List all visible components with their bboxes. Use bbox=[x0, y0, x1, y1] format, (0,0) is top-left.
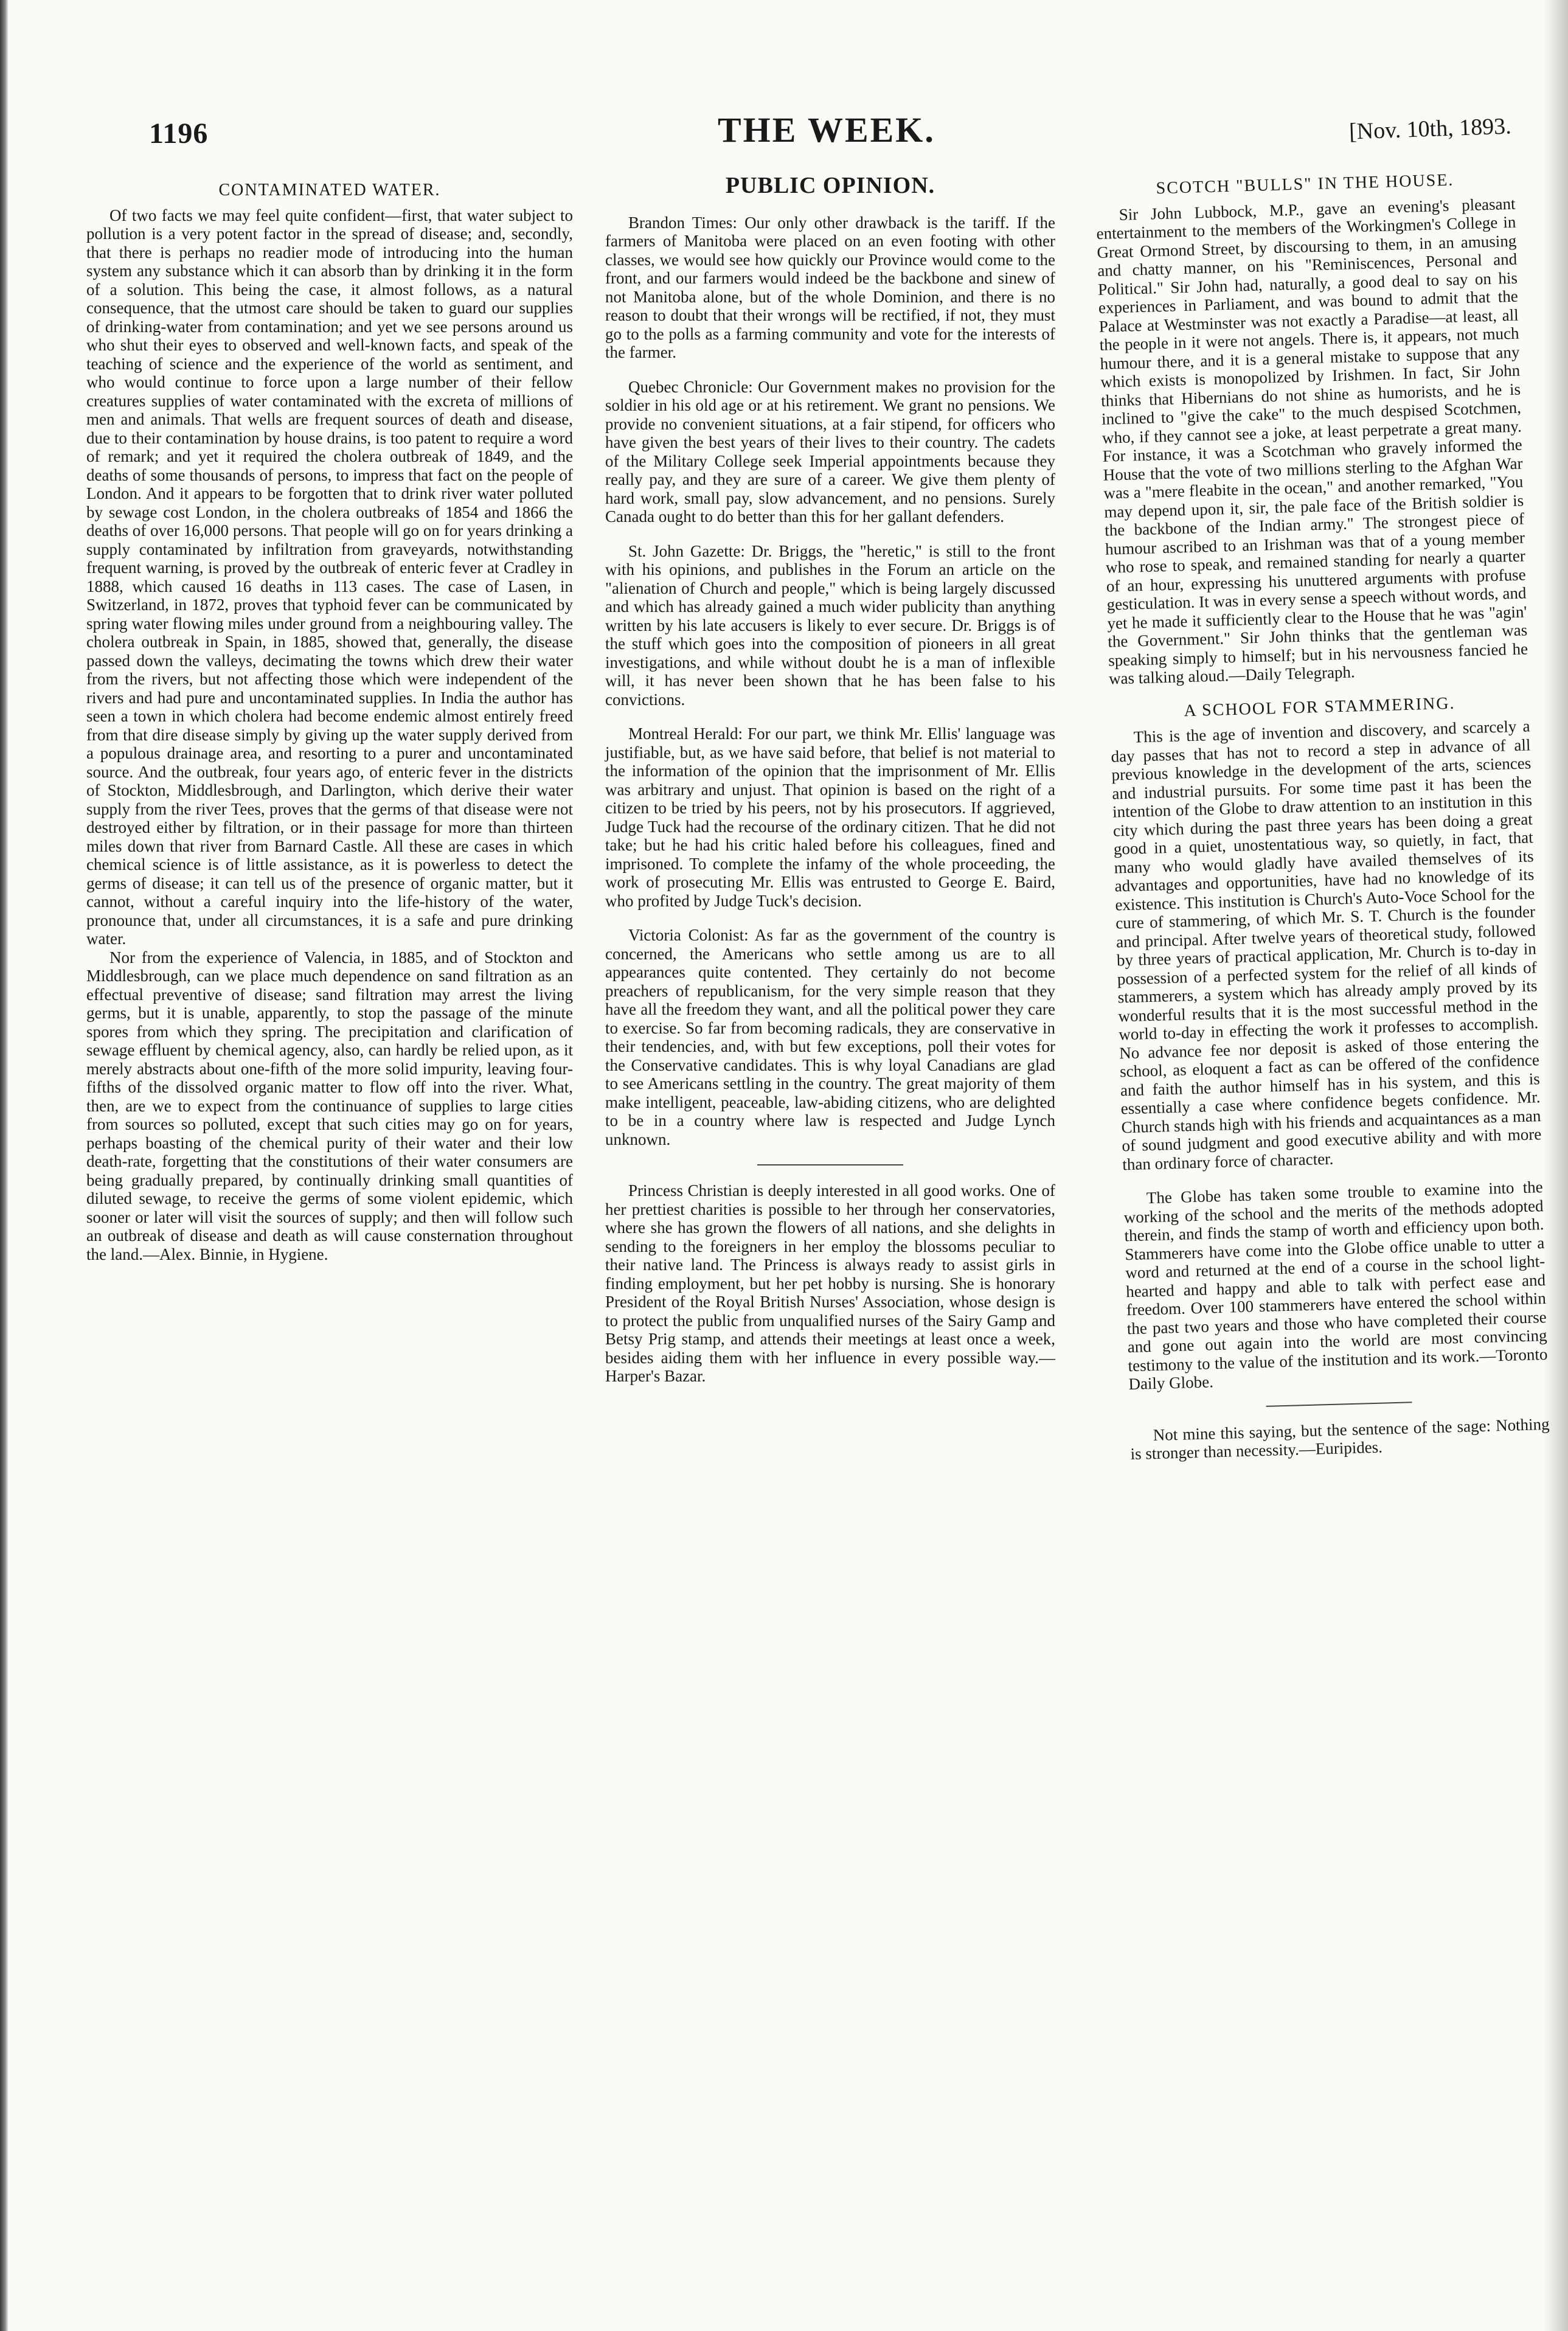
article-paragraph: Nor from the experience of Valencia, in 1885, and of Stockton and Middlesbrough, can we place much dependence on sand filtration as an effectual preventive of disease; sand filtration may arrest the living germs, but it is unable, apparently, to stop the passage of the minute spores from which they spring. The precipitation and clarification of sewage effluent by chemical agency, also, can hardly be relied upon, as it merely abstracts about one-fifth of the more solid impurity, leaving four-fifths of the dissolved organic matter to flow off into the river. What, then, are we to expect from the continuance of supplies to large cities from sources so polluted, except that such cities may go on for years, perhaps boasting of the chemical purity of their water and their low death-rate, forgetting that the constitutions of their water consumers are being gradually prepared, by continually drinking small quantities of diluted sewage, to receive the germs of some violent epidemic, which sooner or later will visit the sources of supply; and then will follow such an outbreak of disease and death as will cause consternation throughout the land.—Alex. Binnie, in Hygiene. bbox=[86, 948, 573, 1263]
issue-date: [Nov. 10th, 1893. bbox=[1348, 113, 1512, 145]
headline-public-opinion: PUBLIC OPINION. bbox=[725, 173, 935, 198]
article-paragraph: Quebec Chronicle: Our Government makes no provision for the soldier in his old age or at his retirement. We grant no pensions. We provide no convenient situations, at a fair stipend, for officers who have given the best years of their lives to their country. The cadets of the Military College seek Imperial appointments because they really pay, and they are sure of a career. We give them plenty of hard work, small pay, slow advancement, and no pensions. Surely Canada ought to do better than this for her gallant defenders. bbox=[605, 377, 1055, 526]
article-paragraph: The Globe has taken some trouble to examine into the working of the school and the merits of the methods adopted therein, and finds the stamp of worth and efficiency upon both. Stammerers have come into the Globe office unable to utter a word and returned at the end of a course in the school light-hearted and happy and able to talk with perfect ease and freedom. Over 100 stammerers have entered the school within the past two years and those who have completed their course and gone out again into the world are most convincing testimony to the value of the institution and its work.—Toronto Daily Globe. bbox=[1123, 1178, 1548, 1394]
article-paragraph: Princess Christian is deeply interested in all good works. One of her prettiest charities is possible to her through her conservatories, where she has grown the flowers of all nations, and she delights in sending to the foreigners in her employ the blossoms peculiar to their native land. The Princess is always ready to assist girls in finding employment, but her pet hobby is nursing. She is honorary President of the Royal British Nurses' Association, whose design is to protect the public from unqualified nurses of the Sairy Gamp and Betsy Prig stamp, and attends their meetings at least once a week, besides aiding them with her influence in every possible way.—Harper's Bazar. bbox=[605, 1181, 1055, 1385]
headline-scotch-bulls: SCOTCH "BULLS" IN THE HOUSE. bbox=[1156, 170, 1454, 198]
headline-contaminated-water: CONTAMINATED WATER. bbox=[218, 181, 441, 200]
column-public-opinion bbox=[605, 173, 1055, 1386]
column-contaminated-water bbox=[86, 176, 573, 1263]
closing-quote: Not mine this saying, but the sentence of the sage: Nothing is stronger than necessity.—Euripides. bbox=[1130, 1414, 1550, 1464]
page-number: 1196 bbox=[149, 117, 209, 150]
article-paragraph: This is the age of invention and discovery, and scarcely a day passes that has not to record a step in advance of all previous knowledge in the development of the arts, sciences and industrial pursuits. For some time past it has been the intention of the Globe to draw attention to an institution in this city which during the past three years has been doing a great good in a quiet, unostentatious way, so quietly, in fact, that many who would gladly have availed themselves of its advantages and opportunities, have had no knowledge of its existence. This institution is Church's Auto-Voce School for the cure of stammering, of which Mr. S. T. Church is the founder and principal. After twelve years of theoretical study, followed by three years of practical application, Mr. Church is to-day in possession of a perfected system for the relief of all kinds of stammerers, a system which has already amply proved by its wonderful results that it is the most successful method in the world to-day in effecting the work it professes to accomplish. No advance fee nor deposit is asked of those entering the school, as eloquent a fact as can be offered of the confidence and faith the author himself has in his system, and this is essentially a case where confidence begets confidence. Mr. Church stands high with his friends and acquaintances as a man of sound judgment and good executive ability and with more than ordinary force of character. bbox=[1111, 717, 1542, 1173]
column-scotch-bulls bbox=[1095, 165, 1550, 1464]
article-paragraph: St. John Gazette: Dr. Briggs, the "heretic," is still to the front with his opinions, and publishes in the Forum an article on the "alienation of Church and people," which is being largely discussed and which has already gained a much wider publicity than anything written by his late accusers is likely to ever secure. Dr. Briggs is of the stuff which goes into the composition of pioneers in all great investigations, and while without doubt he is a man of inflexible will, it has never been shown that he has been false to his convictions. bbox=[605, 541, 1055, 709]
article-paragraph: Montreal Herald: For our part, we think Mr. Ellis' language was justifiable, but, as we have said before, that belief is not material to the information of the opinion that the imprisonment of Mr. Ellis was arbitrary and unjust. That opinion is based on the right of a citizen to be tried by his peers, not by his prosecutors. If aggrieved, Judge Tuck had the recourse of the ordinary citizen. That he did not take; but he had his critic haled before his colleagues, fined and imprisoned. To complete the infamy of the whole proceeding, the work of prosecuting Mr. Ellis was entrusted to George E. Baird, who profited by Judge Tuck's decision. bbox=[605, 724, 1055, 910]
article-paragraph: Brandon Times: Our only other drawback is the tariff. If the farmers of Manitoba were placed on an even footing with other classes, we would see how quickly our Province would come to the front, and our farmers would indeed be the backbone and sinew of not Manitoba alone, but of the whole Dominion, and there is no reason to doubt that their wrongs will be rectified, if not, they must go to the polls as a farming community and vote for the interests of the farmer. bbox=[605, 213, 1055, 361]
masthead: THE WEEK. bbox=[718, 110, 935, 150]
page-edge-right bbox=[1544, 0, 1568, 2331]
page-edge-left bbox=[0, 0, 9, 2331]
article-paragraph: Sir John Lubbock, M.P., gave an evening's pleasant entertainment to the members of the Workingmen's College in Great Ormond Street, by discoursing to them, in an amusing and chatty manner, on his "Reminiscences, Personal and Political." Sir John had, naturally, a good deal to say on his experiences in Parliament, and was bound to admit that the Palace at Westminster was not exactly a Paradise—at least, all the people in it were not angels. There is, it appears, not much humour there, and it is a general mistake to suppose that any which exists is monopolized by Irishmen. In fact, Sir John thinks that Hibernians do not shine as humorists, and he is inclined to "give the cake" to the much despised Scotchmen, who, if they cannot see a joke, at least perpetrate a great many. For instance, it was a Scotchman who gravely informed the House that the vote of two millions sterling to the Afghan War was a "mere fleabite in the ocean," and another remarked, "You may depend upon it, sir, the pale face of the British soldier is the backbone of the Indian army." The strongest piece of humour ascribed to an Irishman was that of a young member who rose to speak, and remained standing for nearly a quarter of an hour, expressing his unuttered arguments with profuse gesticulation. It was in every sense a speech without words, and yet he made it sufficiently clear to the House that he was "agin' the Government." Sir John thinks that the gentleman was speaking simply to himself; but in his nervousness fancied he was talking aloud.—Daily Telegraph. bbox=[1096, 194, 1528, 688]
article-paragraph: Victoria Colonist: As far as the government of the country is concerned, the Americans who settle among us are to all appearances quite contented. They certainly do not become preachers of republicanism, for the very simple reason that they have all the freedom they want, and all the political power they care to exercise. So far from becoming radicals, they are conservative in their tendencies, and, with but few exceptions, poll their votes for the Conservative candidates. This is why loyal Canadians are glad to see Americans settling in the country. The great majority of them make intelligent, peaceable, law-abiding citizens, who are delighted to be in a country where law is respected and Judge Lynch unknown. bbox=[605, 926, 1055, 1148]
section-divider bbox=[757, 1164, 903, 1166]
article-paragraph: Of two facts we may feel quite confident—first, that water subject to pollution is a very potent factor in the spread of disease; and, secondly, that there is perhaps no readier mode of introducing into the human system any substance which it can absorb than by drinking it in the form of a solution. This being the case, it almost follows, as a natural consequence, that the utmost care should be taken to guard our supplies of drinking-water from contamination; and yet we see persons around us who shut their eyes to observed and well-known facts, and speak of the teaching of science and the experience of the world as sentiment, and who would continue to force upon a large number of their fellow creatures supplies of water contaminated with the excreta of millions of men and animals. That wells are frequent sources of death and disease, due to their contamination by house drains, is too patent to require a word of remark; and yet it required the cholera outbreak of 1849, and the deaths of some thousands of persons, to impress that fact on the people of London. And it appears to be forgotten that to drink river water polluted by sewage cost London, in the cholera outbreaks of 1854 and 1866 the deaths of over 16,000 persons. That people will go on for years drinking a supply contaminated by infiltration from graveyards, notwithstanding frequent warning, is proved by the outbreak of enteric fever at Cradley in 1888, which caused 16 deaths in 113 cases. The case of Lasen, in Switzerland, in 1872, proves that typhoid fever can be communicated by spring water flowing miles under ground from a neighbouring valley. The cholera outbreak in Spain, in 1885, showed that, generally, the disease passed down the valleys, decimating the towns which drew their water from the rivers, but not affecting those which were independent of the rivers and had pure and uncontaminated supplies. In India the author has seen a town in which cholera had become endemic almost entirely freed from that dire disease simply by giving up the water supply derived from a populous drainage area, and resorting to a purer and uncontaminated source. And the outbreak, four years ago, of enteric fever in the districts of Stockton, Middlesbrough, and Darlington, which derive their water supply from the river Tees, proves that the germs of that disease were not destroyed either by filtration, or in their passage for more than thirteen miles down that river from Barnard Castle. All these are cases in which chemical science is of little assistance, as it is powerless to detect the germs of disease; it can tell us of the presence of organic matter, but it cannot, without a careful inquiry into the life-history of the water, pronounce that, under all circumstances, it is a safe and pure drinking water. bbox=[86, 206, 573, 948]
headline-school-stammering: A SCHOOL FOR STAMMERING. bbox=[1184, 693, 1455, 720]
section-divider bbox=[1266, 1402, 1412, 1407]
